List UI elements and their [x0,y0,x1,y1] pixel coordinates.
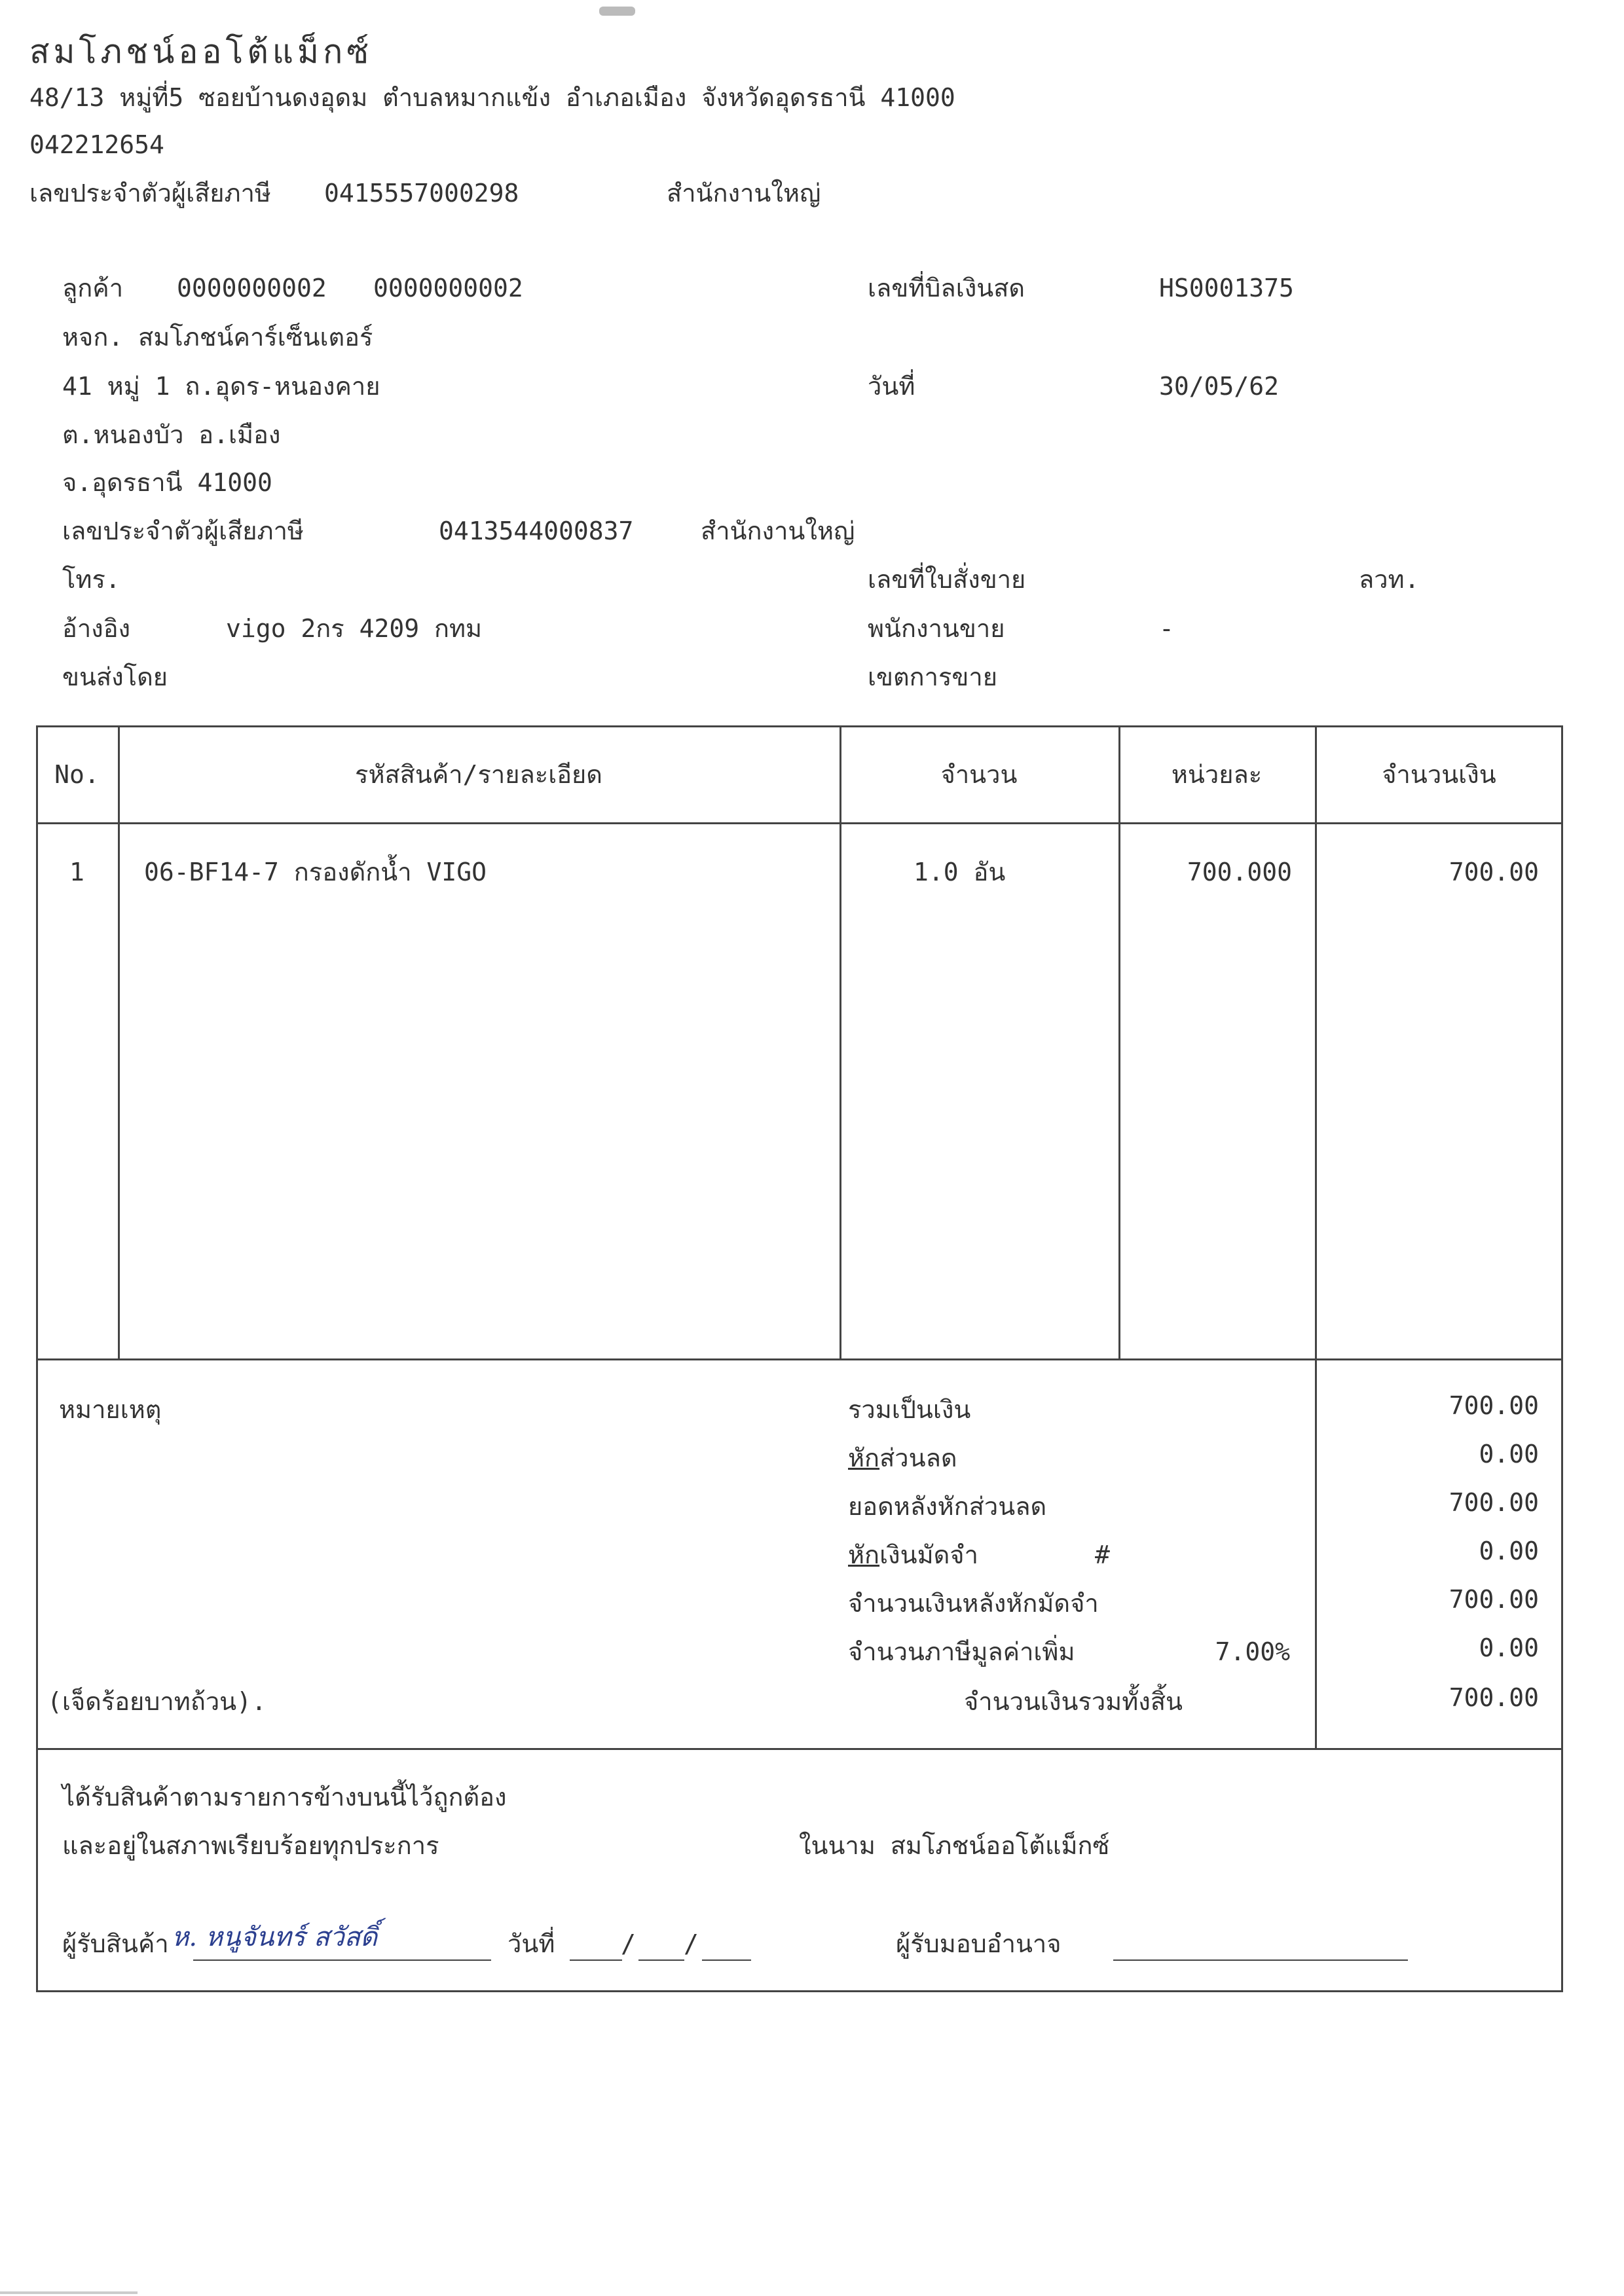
customer-address-1: 41 หมู่ 1 ถ.อุดร-หนองคาย [62,372,380,401]
invoice-date: 30/05/62 [1159,372,1280,401]
customer-tax-id-label: เลขประจำตัวผู้เสียภาษี [62,517,304,545]
discount-prefix: หัก [848,1444,880,1472]
header-unit-price: หน่วยละ [1171,760,1263,789]
after-discount-value: 700.00 [1449,1488,1539,1517]
subtotal-value: 700.00 [1449,1391,1539,1420]
sales-order-extra: ลวท. [1359,565,1420,594]
after-discount-label: ยอดหลังหักส่วนลด [848,1492,1047,1521]
deposit-label [848,1542,978,1567]
customer-phone-label: โทร. [62,565,120,594]
received-line-1: ได้รับสินค้าตามรายการข้างบนนี้ไว้ถูกต้อง [62,1783,507,1812]
items-table [36,725,1563,1360]
receiver-date-label: วันที่ [507,1929,555,1958]
row-item: 06-BF14-7 กรองดักน้ำ VIGO [144,858,487,886]
date-separator-1: / [621,1929,636,1958]
row-amount: 700.00 [1449,858,1539,886]
table-header-divider [36,822,1563,824]
customer-name: หจก. สมโภชน์คาร์เซ็นเตอร์ [62,323,373,352]
after-deposit-label: จำนวนเงินหลังหักมัดจำ [848,1589,1099,1618]
deposit-hash: # [1095,1540,1110,1569]
scan-corner-mark [0,2291,138,2294]
header-no: No. [54,760,100,789]
remarks-label: หมายเหตุ [59,1395,162,1424]
row-unit-price: 700.000 [1187,858,1292,886]
date-month-blank [638,1959,684,1961]
received-line-2: และอยู่ในสภาพเรียบร้อยทุกประการ [62,1831,439,1860]
customer-reference-label: อ้างอิง [62,614,131,643]
company-tax-id: 0415557000298 [324,179,519,208]
customer-code-1: 0000000002 [177,274,327,302]
authorized-label: ผู้รับมอบอำนาจ [896,1929,1061,1958]
receiver-label: ผู้รับสินค้า [62,1929,169,1958]
grand-total-value: 700.00 [1449,1683,1539,1712]
customer-label: ลูกค้า [62,274,124,302]
salesperson-label: พนักงานขาย [868,614,1005,643]
vat-label: จำนวนภาษีมูลค่าเพิ่ม [848,1637,1075,1666]
header-item: รหัสสินค้า/รายละเอียด [355,760,602,789]
customer-code-2: 0000000002 [373,274,523,302]
discount-value: 0.00 [1479,1440,1539,1468]
customer-address-3: จ.อุดรธานี 41000 [62,468,272,497]
staple-mark [599,7,635,16]
customer-tax-id: 0413544000837 [439,517,634,545]
header-qty: จำนวน [940,760,1018,789]
date-year-blank [702,1959,751,1961]
company-branch: สำนักงานใหญ่ [667,179,821,208]
vat-value: 0.00 [1479,1633,1539,1662]
col-divider-1 [118,725,120,1360]
row-no: 1 [69,858,84,886]
after-deposit-value: 700.00 [1449,1585,1539,1614]
receiver-signature-line [193,1959,491,1961]
invoice-date-label: วันที่ [868,372,915,401]
customer-reference: vigo 2กร 4209 กทม [226,614,483,643]
amount-in-words: (เจ็ดร้อยบาทถ้วน). [47,1687,267,1716]
company-name: สมโภชน์ออโต้แม็กซ์ [29,33,373,71]
row-qty: 1.0 อัน [913,858,1006,886]
sales-order-label: เลขที่ใบสั่งขาย [868,565,1026,594]
discount-label [848,1446,957,1470]
company-tax-id-label: เลขประจำตัวผู้เสียภาษี [29,179,271,208]
salesperson-value: - [1159,614,1174,643]
deposit-value: 0.00 [1479,1537,1539,1565]
col-divider-3 [1118,725,1120,1360]
company-phone: 042212654 [29,130,164,159]
discount-suffix: ส่วนลด [879,1444,957,1472]
deposit-prefix: หัก [848,1540,880,1569]
grand-total-label: จำนวนเงินรวมทั้งสิ้น [964,1687,1183,1716]
vat-rate: 7.00% [1215,1637,1290,1666]
col-divider-4 [1315,725,1317,1360]
col-divider-2 [840,725,841,1360]
customer-shipping-label: ขนส่งโดย [62,663,168,691]
customer-address-2: ต.หนองบัว อ.เมือง [62,420,281,449]
date-day-blank [570,1959,622,1961]
receiver-signature: ห. หนูจันทร์ สวัสดิ์ [172,1922,378,1952]
invoice-number: HS0001375 [1159,274,1294,302]
subtotal-label: รวมเป็นเงิน [848,1395,971,1424]
customer-branch: สำนักงานใหญ่ [701,517,855,545]
authorized-signature-line [1113,1959,1408,1961]
invoice-number-label: เลขที่บิลเงินสด [868,274,1025,302]
company-address: 48/13 หมู่ที่5 ซอยบ้านดงอุดม ตำบลหมากแข้ง อำเภอเมือง จังหวัดอุดรธานี 41000 [29,83,955,112]
deposit-suffix: เงินมัดจำ [879,1540,978,1569]
sales-area-label: เขตการขาย [868,663,997,691]
date-separator-2: / [684,1929,699,1958]
on-behalf-of: ในนาม สมโภชน์ออโต้แม็กซ์ [799,1831,1110,1860]
header-amount: จำนวนเงิน [1382,760,1496,789]
